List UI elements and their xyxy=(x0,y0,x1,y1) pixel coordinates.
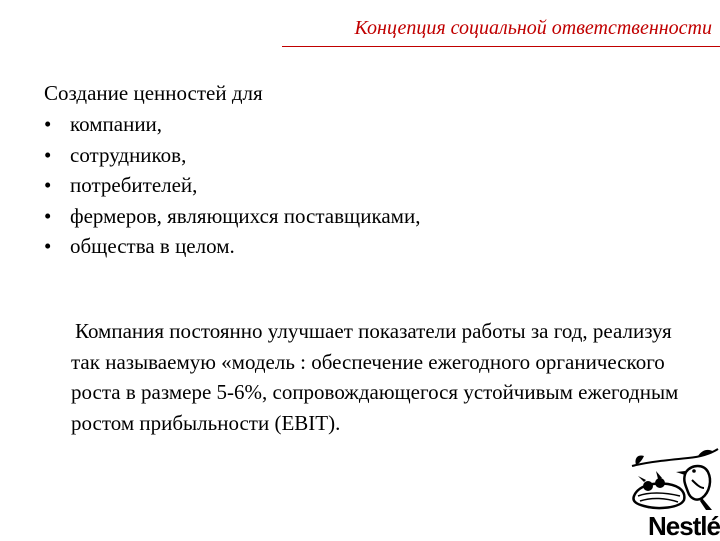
list-item xyxy=(44,201,420,232)
bullet-list xyxy=(44,109,420,262)
title-underline xyxy=(282,46,720,47)
list-item-text: потребителей, xyxy=(70,173,198,197)
intro-text: Создание ценностей для xyxy=(44,81,263,105)
bullet-dot: • xyxy=(44,234,52,258)
bullet-dot: • xyxy=(44,203,52,228)
bullet-dot: • xyxy=(44,112,52,136)
list-item xyxy=(44,140,420,171)
bullet-dot: • xyxy=(44,142,52,167)
list-item-text: сотрудников, xyxy=(70,142,187,167)
list-item-text: компании, xyxy=(70,112,163,136)
list-item xyxy=(44,231,420,262)
bird-nest-icon xyxy=(628,446,720,512)
list-item-text: общества в целом. xyxy=(70,234,235,258)
bullet-dot: • xyxy=(44,173,52,197)
nestle-logo xyxy=(628,446,720,540)
slide-title: Концепция социальной ответственности xyxy=(354,17,712,39)
list-item xyxy=(44,170,420,201)
list-item-text: фермеров, являющихся поставщиками, xyxy=(70,203,421,228)
body-paragraph: Компания постоянно улучшает показатели работы за год, реализуя так называемую «модель : обеспечение ежегодного органического роста в размере 5-6%, сопровождающегося устойчивым ежегодным ростом прибыльности (EBIT). xyxy=(71,319,679,435)
logo-wordmark: Nestlé xyxy=(647,511,720,541)
list-item xyxy=(44,109,420,140)
